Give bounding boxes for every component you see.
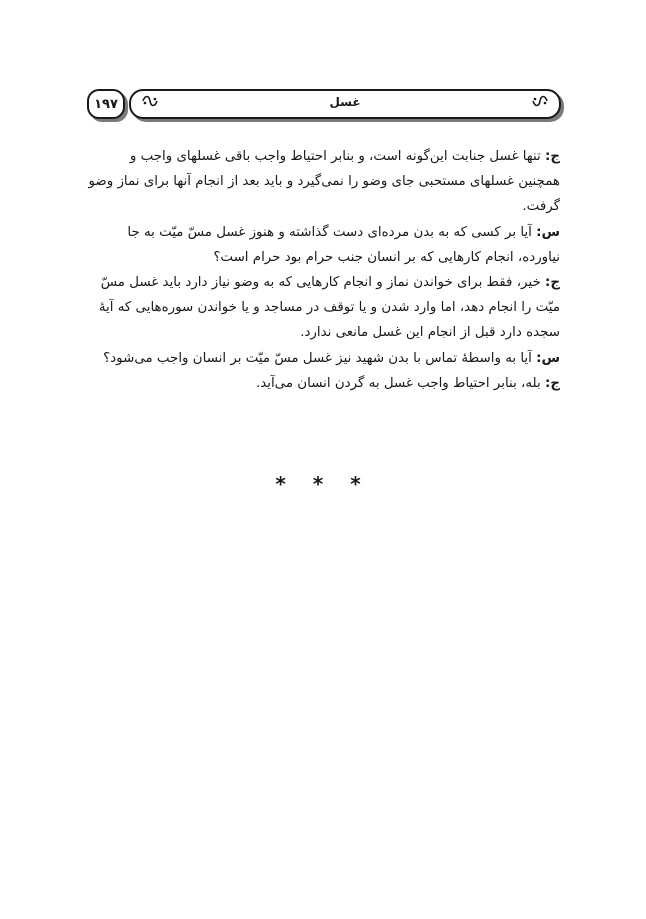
page-body	[86, 144, 560, 396]
answer-label: ج:	[544, 275, 560, 291]
question-text: آیا بر کسی که به بدن مرده‌ای دست گذاشته و هنوز غسل مسّ میّت به جا نیاورده، انجام کارهایی که بر انسان جنب حرام بود حرام است؟	[127, 224, 560, 265]
answer-text: تنها غسل جنابت این‌گونه است، و بنابر احتیاط واجب باقی غسلهای واجب و همچنین غسلهای مستحبی جای وضو را نمی‌گیرد و باید بعد از انجام آنها برای نماز وضو گرفت.	[88, 149, 560, 215]
answer-label: ج:	[544, 375, 560, 391]
question-paragraph	[86, 346, 560, 371]
running-header	[87, 89, 561, 123]
ornament-right-icon	[531, 94, 549, 114]
question-label: س:	[536, 350, 560, 366]
answer-paragraph	[86, 270, 560, 346]
answer-text: بله، بنابر احتیاط واجب غسل به گردن انسان می‌آید.	[255, 375, 545, 391]
question-paragraph	[86, 220, 560, 270]
question-label: س:	[536, 224, 560, 240]
ornament-right-svg	[531, 94, 549, 108]
header-title: غسل	[329, 95, 361, 109]
answer-text: خیر، فقط برای خواندن نماز و انجام کارهایی که به وضو نیاز دارد باید غسل مسّ میّت را انجام دهد، اما وارد شدن و یا توقف در مساجد و یا خواندن سوره‌هایی که آیهٔ سجده دارد قبل از انجام این غسل مانعی ندارد.	[98, 275, 560, 341]
answer-label: ج:	[544, 149, 560, 164]
page-number-badge	[87, 89, 125, 119]
header-title-frame	[129, 89, 561, 119]
answer-paragraph	[86, 144, 560, 220]
page-number: ۱۹۷	[94, 96, 118, 112]
section-separator: * * *	[275, 472, 371, 496]
question-text: آیا به واسطهٔ تماس با بدن شهید نیز غسل مسّ میّت بر انسان واجب می‌شود؟	[103, 350, 537, 366]
answer-paragraph	[86, 371, 560, 396]
